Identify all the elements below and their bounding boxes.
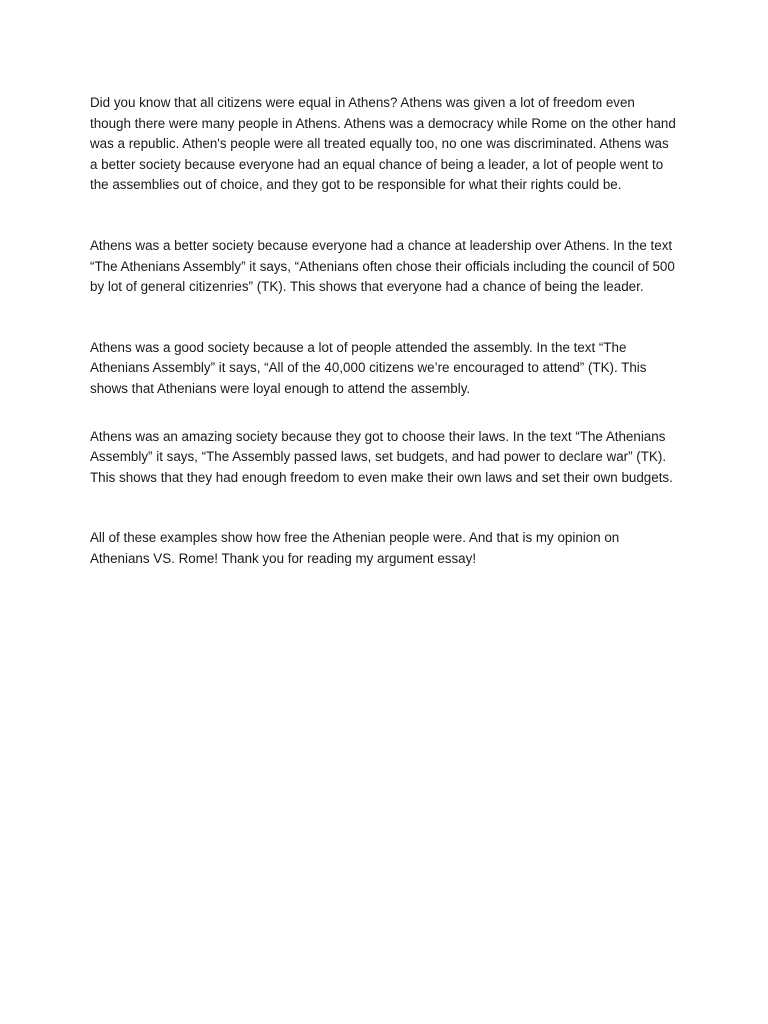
conclusion-paragraph: All of these examples show how free the Athenian people were. And that is my opinion on Athenians VS. Rome! Thank you for reading my argument essay! bbox=[90, 530, 620, 566]
essay-body bbox=[90, 93, 678, 570]
laws-paragraph: Athens was an amazing society because they got to choose their laws. In the text “The Athenians Assembly” it says, “The Assembly passed laws, set budgets, and had power to declare war” (TK). This shows that they had enough freedom to even make their own laws and set their own budgets. bbox=[90, 428, 673, 485]
assembly-attendance-paragraph: Athens was a good society because a lot of people attended the assembly. In the text “The Athenians Assembly” it says, “All of the 40,000 citizens we’re encouraged to attend” (TK). This shows that Athenians were loyal enough to attend the assembly. bbox=[90, 339, 647, 396]
leadership-paragraph: Athens was a better society because everyone had a chance at leadership over Athens. In the text “The Athenians Assembly” it says, “Athenians often chose their officials including the council of 500 by lot of general citizenries” (TK). This shows that everyone had a chance of being the leader. bbox=[90, 237, 675, 295]
intro-paragraph: Did you know that all citizens were equal in Athens? Athens was given a lot of freedom even though there were many people in Athens. Athens was a democracy while Rome on the other hand was a republic. Athen's people were all treated equally too, no one was discriminated. Athens was a better society because everyone had an equal chance of being a leader, a lot of people went to the assemblies out of choice, and they got to be responsible for what their rights could be. bbox=[90, 95, 676, 193]
